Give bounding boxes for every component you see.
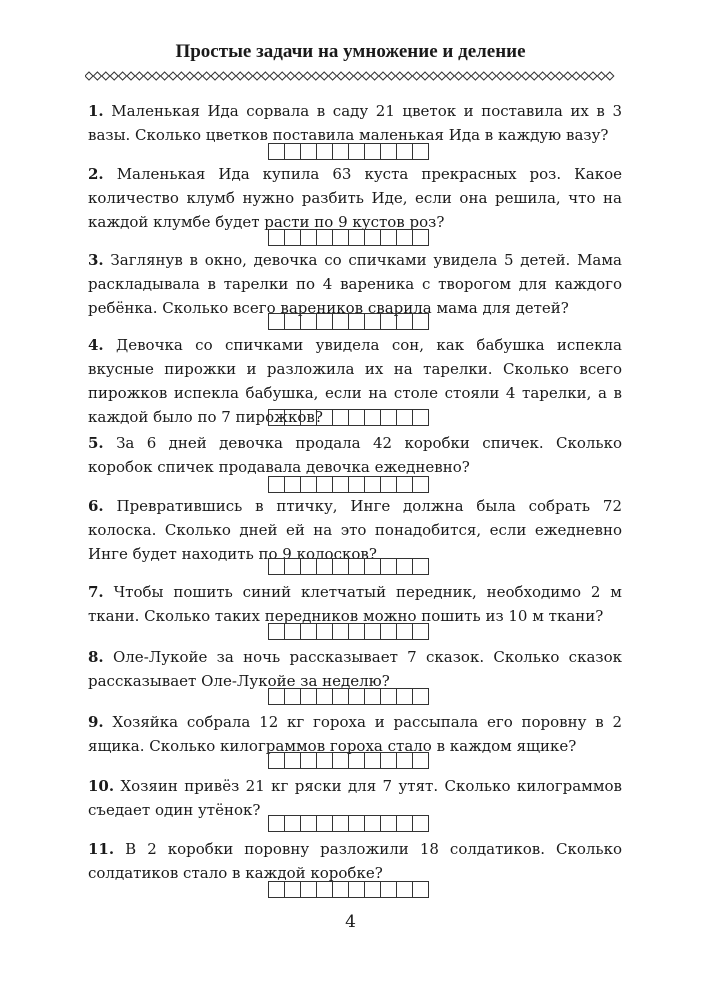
- answer-cell[interactable]: [301, 881, 317, 898]
- answer-cell[interactable]: [317, 688, 333, 705]
- answer-cell[interactable]: [381, 143, 397, 160]
- ornament-diamond: [303, 72, 311, 80]
- answer-cell[interactable]: [333, 881, 349, 898]
- problem-text: Чтобы пошить синий клетчатый передник, необходимо 2 м ткани. Сколько таких передников можно пошить из 10 м ткани?: [88, 583, 622, 625]
- answer-cell[interactable]: [333, 752, 349, 769]
- ornament-diamond: [530, 72, 538, 80]
- answer-cell[interactable]: [285, 143, 301, 160]
- ornament-diamond: [278, 72, 286, 80]
- answer-cell[interactable]: [317, 752, 333, 769]
- ornament-divider: [85, 70, 616, 82]
- answer-cell[interactable]: [269, 815, 285, 832]
- answer-cell[interactable]: [349, 313, 365, 330]
- answer-cell[interactable]: [381, 313, 397, 330]
- answer-boxes[interactable]: [268, 143, 429, 160]
- problem-number: 2.: [88, 165, 104, 183]
- ornament-diamond: [102, 72, 110, 80]
- ornament-diamond: [555, 72, 563, 80]
- answer-cell[interactable]: [317, 409, 333, 426]
- problem-5: [88, 431, 622, 479]
- ornament-diamond: [488, 72, 496, 80]
- ornament-diamond: [597, 72, 605, 80]
- problem-text: Хозяйка собрала 12 кг гороха и рассыпала его поровну в 2 ящика. Сколько килограммов гороха стало в каждом ящике?: [88, 713, 622, 755]
- ornament-diamond: [85, 72, 93, 80]
- answer-boxes[interactable]: [268, 313, 429, 330]
- problem-text: Превратившись в птичку, Инге должна была собрать 72 колоска. Сколько дней ей на это понадобится, если ежедневно Инге будет находить по 9 колосков?: [88, 497, 622, 563]
- ornament-diamond: [589, 72, 597, 80]
- ornament-diamond: [413, 72, 421, 80]
- problem-number: 6.: [88, 497, 104, 515]
- problem-2: [88, 162, 622, 234]
- answer-cell[interactable]: [269, 143, 285, 160]
- ornament-diamond: [93, 72, 101, 80]
- answer-cell[interactable]: [285, 229, 301, 246]
- answer-cell[interactable]: [269, 881, 285, 898]
- ornament-diamond: [261, 72, 269, 80]
- answer-cell[interactable]: [269, 688, 285, 705]
- ornament-diamond: [177, 72, 185, 80]
- problem-7: [88, 580, 622, 628]
- answer-cell[interactable]: [413, 476, 429, 493]
- answer-cell[interactable]: [365, 558, 381, 575]
- ornament-diamond: [480, 72, 488, 80]
- problem-number: 11.: [88, 840, 115, 858]
- ornament-diamond: [606, 72, 614, 80]
- answer-boxes[interactable]: [268, 558, 429, 575]
- problem-text: В 2 коробки поровну разложили 18 солдатиков. Сколько солдатиков стало в каждой коробке?: [88, 840, 622, 882]
- answer-cell[interactable]: [269, 752, 285, 769]
- answer-cell[interactable]: [381, 688, 397, 705]
- ornament-diamond: [312, 72, 320, 80]
- answer-boxes[interactable]: [268, 623, 429, 640]
- ornament-diamond: [287, 72, 295, 80]
- ornament-diamond: [581, 72, 589, 80]
- ornament-diamond: [396, 72, 404, 80]
- problem-8: [88, 645, 622, 693]
- ornament-diamond: [354, 72, 362, 80]
- answer-cell[interactable]: [317, 558, 333, 575]
- answer-cell[interactable]: [365, 229, 381, 246]
- ornament-diamond: [362, 72, 370, 80]
- problem-number: 7.: [88, 583, 104, 601]
- problem-9: [88, 710, 622, 758]
- answer-cell[interactable]: [381, 558, 397, 575]
- answer-cell[interactable]: [365, 881, 381, 898]
- ornament-diamond: [127, 72, 135, 80]
- answer-cell[interactable]: [317, 623, 333, 640]
- ornament-diamond: [119, 72, 127, 80]
- answer-cell[interactable]: [301, 143, 317, 160]
- answer-cell[interactable]: [365, 623, 381, 640]
- answer-cell[interactable]: [301, 688, 317, 705]
- ornament-diamond: [505, 72, 513, 80]
- ornament-diamond: [135, 72, 143, 80]
- problem-text: За 6 дней девочка продала 42 коробки спичек. Сколько коробок спичек продавала девочка ежедневно?: [88, 434, 622, 476]
- ornament-diamond: [236, 72, 244, 80]
- ornament-diamond: [471, 72, 479, 80]
- answer-cell[interactable]: [413, 143, 429, 160]
- problem-11: [88, 837, 622, 885]
- answer-cell[interactable]: [285, 881, 301, 898]
- answer-cell[interactable]: [349, 881, 365, 898]
- ornament-diamond: [387, 72, 395, 80]
- page-title: Простые задачи на умножение и деление: [175, 41, 526, 62]
- answer-cell[interactable]: [349, 409, 365, 426]
- answer-cell[interactable]: [317, 313, 333, 330]
- answer-boxes[interactable]: [268, 688, 429, 705]
- problem-3: [88, 248, 622, 320]
- ornament-diamond: [110, 72, 118, 80]
- problem-6: [88, 494, 622, 566]
- ornament-diamond: [421, 72, 429, 80]
- ornament-diamond: [522, 72, 530, 80]
- ornament-diamond: [513, 72, 521, 80]
- answer-cell[interactable]: [365, 143, 381, 160]
- answer-cell[interactable]: [285, 688, 301, 705]
- answer-cell[interactable]: [397, 623, 413, 640]
- problem-number: 5.: [88, 434, 104, 452]
- problem-text: Хозяин привёз 21 кг ряски для 7 утят. Сколько килограммов съедает один утёнок?: [88, 777, 622, 819]
- ornament-diamond: [219, 72, 227, 80]
- answer-cell[interactable]: [333, 476, 349, 493]
- ornament-diamond: [228, 72, 236, 80]
- answer-cell[interactable]: [381, 623, 397, 640]
- ornament-diamond: [144, 72, 152, 80]
- ornament-diamond: [245, 72, 253, 80]
- answer-boxes[interactable]: [268, 476, 429, 493]
- ornament-diamond: [203, 72, 211, 80]
- answer-cell[interactable]: [301, 409, 317, 426]
- answer-cell[interactable]: [317, 881, 333, 898]
- ornament-diamond: [169, 72, 177, 80]
- answer-cell[interactable]: [301, 229, 317, 246]
- ornament-diamond: [186, 72, 194, 80]
- answer-cell[interactable]: [269, 623, 285, 640]
- answer-cell[interactable]: [397, 558, 413, 575]
- ornament-diamond: [161, 72, 169, 80]
- ornament-diamond: [320, 72, 328, 80]
- answer-cell[interactable]: [301, 558, 317, 575]
- answer-cell[interactable]: [365, 476, 381, 493]
- answer-cell[interactable]: [333, 558, 349, 575]
- answer-cell[interactable]: [285, 558, 301, 575]
- answer-cell[interactable]: [397, 815, 413, 832]
- problem-text: Девочка со спичками увидела сон, как бабушка испекла вкусные пирожки и разложила их на тарелки. Сколько всего пирожков испекла бабушка, если на столе стояли 4 тарелки, а в каждой было по 7 пирожков?: [88, 336, 622, 426]
- ornament-diamond: [463, 72, 471, 80]
- answer-cell[interactable]: [381, 409, 397, 426]
- answer-cell[interactable]: [381, 476, 397, 493]
- answer-cell[interactable]: [397, 476, 413, 493]
- answer-cell[interactable]: [381, 752, 397, 769]
- ornament-diamond: [547, 72, 555, 80]
- problem-number: 4.: [88, 336, 104, 354]
- answer-cell[interactable]: [269, 558, 285, 575]
- answer-cell[interactable]: [333, 623, 349, 640]
- ornament-diamond: [539, 72, 547, 80]
- answer-cell[interactable]: [317, 143, 333, 160]
- answer-cell[interactable]: [349, 229, 365, 246]
- answer-cell[interactable]: [317, 229, 333, 246]
- answer-cell[interactable]: [413, 313, 429, 330]
- answer-cell[interactable]: [333, 143, 349, 160]
- answer-cell[interactable]: [285, 409, 301, 426]
- problem-1: [88, 99, 622, 147]
- problem-text: Оле-Лукойе за ночь рассказывает 7 сказок. Сколько сказок рассказывает Оле-Лукойе за неделю?: [88, 648, 622, 690]
- answer-cell[interactable]: [413, 229, 429, 246]
- answer-cell[interactable]: [269, 313, 285, 330]
- answer-cell[interactable]: [413, 409, 429, 426]
- answer-cell[interactable]: [365, 409, 381, 426]
- ornament-diamond: [438, 72, 446, 80]
- ornament-diamond: [194, 72, 202, 80]
- answer-cell[interactable]: [365, 313, 381, 330]
- answer-cell[interactable]: [413, 688, 429, 705]
- answer-cell[interactable]: [365, 752, 381, 769]
- answer-boxes[interactable]: [268, 815, 429, 832]
- answer-cell[interactable]: [285, 313, 301, 330]
- answer-cell[interactable]: [301, 313, 317, 330]
- answer-cell[interactable]: [413, 558, 429, 575]
- ornament-diamond: [429, 72, 437, 80]
- ornament-diamond: [446, 72, 454, 80]
- answer-cell[interactable]: [333, 409, 349, 426]
- answer-cell[interactable]: [413, 881, 429, 898]
- problem-number: 10.: [88, 777, 115, 795]
- answer-cell[interactable]: [381, 229, 397, 246]
- ornament-diamond: [295, 72, 303, 80]
- answer-cell[interactable]: [301, 752, 317, 769]
- answer-cell[interactable]: [349, 623, 365, 640]
- answer-cell[interactable]: [397, 409, 413, 426]
- answer-cell[interactable]: [381, 815, 397, 832]
- answer-cell[interactable]: [349, 752, 365, 769]
- problem-number: 9.: [88, 713, 104, 731]
- ornament-diamond: [270, 72, 278, 80]
- answer-cell[interactable]: [301, 623, 317, 640]
- problem-text: Маленькая Ида сорвала в саду 21 цветок и поставила их в 3 вазы. Сколько цветков поставила маленькая Ида в каждую вазу?: [88, 102, 622, 144]
- answer-cell[interactable]: [381, 881, 397, 898]
- answer-cell[interactable]: [333, 688, 349, 705]
- answer-cell[interactable]: [333, 815, 349, 832]
- problem-text: Заглянув в окно, девочка со спичками увидела 5 детей. Мама раскладывала в тарелки по 4 вареника с творогом для каждого ребёнка. Сколько всего вареников сварила мама для детей?: [88, 251, 622, 317]
- answer-boxes[interactable]: [268, 752, 429, 769]
- answer-cell[interactable]: [285, 623, 301, 640]
- problem-number: 3.: [88, 251, 104, 269]
- ornament-diamond: [152, 72, 160, 80]
- ornament-diamond: [455, 72, 463, 80]
- problem-number: 8.: [88, 648, 104, 666]
- answer-cell[interactable]: [349, 688, 365, 705]
- answer-cell[interactable]: [269, 229, 285, 246]
- answer-cell[interactable]: [301, 815, 317, 832]
- answer-cell[interactable]: [269, 476, 285, 493]
- answer-cell[interactable]: [285, 476, 301, 493]
- answer-cell[interactable]: [413, 752, 429, 769]
- answer-cell[interactable]: [285, 815, 301, 832]
- ornament-diamond: [404, 72, 412, 80]
- ornament-diamond: [253, 72, 261, 80]
- answer-cell[interactable]: [413, 815, 429, 832]
- answer-cell[interactable]: [349, 558, 365, 575]
- answer-cell[interactable]: [349, 476, 365, 493]
- ornament-diamond: [371, 72, 379, 80]
- answer-cell[interactable]: [269, 409, 285, 426]
- ornament-diamond: [337, 72, 345, 80]
- answer-cell[interactable]: [413, 623, 429, 640]
- answer-cell[interactable]: [397, 752, 413, 769]
- answer-cell[interactable]: [301, 476, 317, 493]
- answer-cell[interactable]: [333, 229, 349, 246]
- answer-boxes[interactable]: [268, 229, 429, 246]
- ornament-diamond: [379, 72, 387, 80]
- problem-text: Маленькая Ида купила 63 куста прекрасных роз. Какое количество клумб нужно разбить Иде, если она решила, что на каждой клумбе будет расти по 9 кустов роз?: [88, 165, 622, 231]
- answer-cell[interactable]: [333, 313, 349, 330]
- answer-cell[interactable]: [317, 815, 333, 832]
- answer-cell[interactable]: [397, 143, 413, 160]
- answer-cell[interactable]: [349, 143, 365, 160]
- ornament-diamond: [497, 72, 505, 80]
- answer-cell[interactable]: [285, 752, 301, 769]
- problem-number: 1.: [88, 102, 104, 120]
- answer-boxes[interactable]: [268, 409, 429, 426]
- answer-cell[interactable]: [317, 476, 333, 493]
- answer-boxes[interactable]: [268, 881, 429, 898]
- answer-cell[interactable]: [365, 815, 381, 832]
- ornament-diamond: [572, 72, 580, 80]
- answer-cell[interactable]: [365, 688, 381, 705]
- ornament-diamond: [345, 72, 353, 80]
- page-number: 4: [345, 912, 356, 932]
- ornament-diamond: [329, 72, 337, 80]
- answer-cell[interactable]: [397, 881, 413, 898]
- answer-cell[interactable]: [397, 313, 413, 330]
- ornament-diamond: [564, 72, 572, 80]
- answer-cell[interactable]: [397, 688, 413, 705]
- ornament-diamond: [211, 72, 219, 80]
- answer-cell[interactable]: [349, 815, 365, 832]
- answer-cell[interactable]: [397, 229, 413, 246]
